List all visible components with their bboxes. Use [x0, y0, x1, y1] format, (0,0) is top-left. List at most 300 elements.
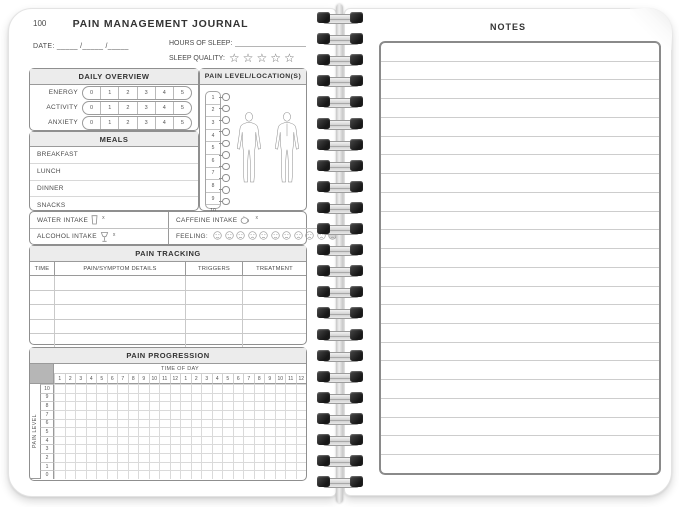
progression-cell[interactable] — [180, 401, 191, 410]
rating-scale-cell[interactable]: 5 — [173, 102, 191, 114]
progression-cell[interactable] — [233, 401, 244, 410]
progression-cell[interactable] — [117, 470, 128, 479]
progression-cell[interactable] — [285, 453, 296, 462]
progression-cell[interactable] — [285, 384, 296, 393]
progression-cell[interactable] — [75, 393, 86, 402]
feeling-face-icon[interactable] — [213, 231, 222, 242]
rating-scale-cell[interactable]: 1 — [100, 102, 118, 114]
progression-cell[interactable] — [159, 427, 170, 436]
progression-cell[interactable] — [201, 427, 212, 436]
tracking-cell[interactable] — [30, 334, 54, 348]
hours-of-sleep-field[interactable] — [169, 38, 306, 47]
pain-level-mark[interactable] — [219, 140, 231, 146]
progression-cell[interactable] — [180, 453, 191, 462]
alcohol-intake-field[interactable] — [30, 228, 168, 244]
sleep-quality-star-icon[interactable]: ☆ — [228, 51, 243, 65]
tracking-cell[interactable] — [185, 334, 242, 348]
tracking-cell[interactable] — [54, 291, 185, 305]
progression-cell[interactable] — [275, 384, 286, 393]
tracking-cell[interactable] — [185, 276, 242, 290]
progression-cell[interactable] — [86, 444, 97, 453]
progression-cell[interactable] — [96, 427, 107, 436]
progression-cell[interactable] — [212, 419, 223, 428]
progression-cell[interactable] — [128, 410, 139, 419]
progression-cell[interactable] — [96, 410, 107, 419]
rating-scale-cell[interactable]: 4 — [155, 87, 173, 99]
progression-cell[interactable] — [170, 384, 181, 393]
progression-cell[interactable] — [296, 436, 307, 445]
progression-cell[interactable] — [243, 436, 254, 445]
feeling-face-icon[interactable] — [282, 231, 291, 242]
tracking-empty-row[interactable] — [30, 320, 306, 335]
feeling-face-icon[interactable] — [225, 231, 234, 242]
feeling-face-icon[interactable] — [305, 231, 314, 242]
progression-cell[interactable] — [296, 462, 307, 471]
progression-cell[interactable] — [96, 436, 107, 445]
tracking-cell[interactable] — [185, 291, 242, 305]
progression-cell[interactable] — [138, 419, 149, 428]
progression-cell[interactable] — [233, 427, 244, 436]
progression-cell[interactable] — [128, 470, 139, 479]
progression-cell[interactable] — [285, 419, 296, 428]
progression-cell[interactable] — [65, 462, 76, 471]
progression-cell[interactable] — [86, 436, 97, 445]
progression-cell[interactable] — [159, 470, 170, 479]
progression-cell[interactable] — [54, 444, 65, 453]
progression-cell[interactable] — [201, 384, 212, 393]
progression-cell[interactable] — [149, 436, 160, 445]
tracking-cell[interactable] — [30, 305, 54, 319]
progression-cell[interactable] — [96, 444, 107, 453]
progression-cell[interactable] — [296, 393, 307, 402]
progression-cell[interactable] — [75, 384, 86, 393]
tracking-cell[interactable] — [185, 320, 242, 334]
progression-cell[interactable] — [191, 393, 202, 402]
progression-cell[interactable] — [86, 427, 97, 436]
progression-cell[interactable] — [264, 410, 275, 419]
progression-cell[interactable] — [107, 427, 118, 436]
pain-level-mark[interactable] — [219, 175, 231, 181]
progression-cell[interactable] — [191, 453, 202, 462]
progression-cell[interactable] — [212, 393, 223, 402]
progression-cell[interactable] — [233, 462, 244, 471]
progression-cell[interactable] — [86, 453, 97, 462]
progression-cell[interactable] — [243, 419, 254, 428]
progression-cell[interactable] — [107, 384, 118, 393]
progression-cell[interactable] — [86, 462, 97, 471]
progression-cell[interactable] — [170, 410, 181, 419]
progression-cell[interactable] — [212, 410, 223, 419]
progression-cell[interactable] — [96, 470, 107, 479]
rating-scale-cell[interactable]: 3 — [137, 117, 155, 129]
tracking-empty-row[interactable] — [30, 276, 306, 291]
progression-cell[interactable] — [128, 436, 139, 445]
progression-cell[interactable] — [212, 470, 223, 479]
pain-level-circle[interactable] — [222, 128, 230, 136]
progression-cell[interactable] — [149, 419, 160, 428]
progression-cell[interactable] — [107, 393, 118, 402]
progression-cell[interactable] — [191, 427, 202, 436]
progression-cell[interactable] — [180, 462, 191, 471]
pain-level-mark[interactable] — [219, 117, 231, 123]
progression-cell[interactable] — [222, 384, 233, 393]
progression-cell[interactable] — [128, 444, 139, 453]
progression-cell[interactable] — [65, 453, 76, 462]
progression-cell[interactable] — [243, 401, 254, 410]
progression-cell[interactable] — [54, 453, 65, 462]
progression-cell[interactable] — [264, 427, 275, 436]
progression-cell[interactable] — [65, 444, 76, 453]
progression-cell[interactable] — [138, 470, 149, 479]
progression-cell[interactable] — [65, 436, 76, 445]
progression-cell[interactable] — [264, 462, 275, 471]
feeling-face-icon[interactable] — [259, 231, 268, 242]
progression-cell[interactable] — [201, 393, 212, 402]
progression-cell[interactable] — [180, 436, 191, 445]
progression-cell[interactable] — [285, 444, 296, 453]
progression-cell[interactable] — [264, 470, 275, 479]
progression-cell[interactable] — [201, 453, 212, 462]
progression-cell[interactable] — [233, 453, 244, 462]
progression-cell[interactable] — [264, 444, 275, 453]
progression-cell[interactable] — [233, 436, 244, 445]
progression-cell[interactable] — [191, 436, 202, 445]
rating-scale-cell[interactable]: 1 — [100, 87, 118, 99]
rating-scale-cell[interactable]: 0 — [90, 104, 94, 111]
progression-cell[interactable] — [107, 453, 118, 462]
progression-cell[interactable] — [117, 401, 128, 410]
progression-cell[interactable] — [86, 410, 97, 419]
progression-cell[interactable] — [54, 401, 65, 410]
rating-scale-cell[interactable]: 2 — [118, 102, 136, 114]
tracking-cell[interactable] — [30, 276, 54, 290]
sleep-quality-stars[interactable] — [229, 53, 298, 63]
rating-scale-cell[interactable]: 5 — [173, 117, 191, 129]
progression-cell[interactable] — [222, 410, 233, 419]
progression-cell[interactable] — [159, 444, 170, 453]
progression-cell[interactable] — [117, 384, 128, 393]
progression-cell[interactable] — [254, 410, 265, 419]
progression-cell[interactable] — [159, 453, 170, 462]
progression-cell[interactable] — [222, 453, 233, 462]
progression-cell[interactable] — [128, 393, 139, 402]
progression-cell[interactable] — [149, 453, 160, 462]
progression-cell[interactable] — [233, 410, 244, 419]
progression-cell[interactable] — [222, 436, 233, 445]
progression-cell[interactable] — [180, 427, 191, 436]
progression-cell[interactable] — [264, 419, 275, 428]
progression-cell[interactable] — [222, 427, 233, 436]
progression-cell[interactable] — [243, 462, 254, 471]
progression-cell[interactable] — [296, 384, 307, 393]
progression-cell[interactable] — [180, 410, 191, 419]
progression-cell[interactable] — [212, 453, 223, 462]
progression-cell[interactable] — [254, 384, 265, 393]
progression-cell[interactable] — [233, 444, 244, 453]
progression-cell[interactable] — [159, 436, 170, 445]
progression-cell[interactable] — [264, 436, 275, 445]
tracking-cell[interactable] — [54, 276, 185, 290]
progression-cell[interactable] — [75, 401, 86, 410]
progression-cell[interactable] — [254, 453, 265, 462]
progression-cell[interactable] — [138, 444, 149, 453]
progression-cell[interactable] — [254, 462, 265, 471]
progression-cell[interactable] — [138, 384, 149, 393]
progression-cell[interactable] — [138, 436, 149, 445]
progression-cell[interactable] — [75, 436, 86, 445]
progression-cell[interactable] — [180, 384, 191, 393]
progression-cell[interactable] — [296, 470, 307, 479]
progression-cell[interactable] — [243, 410, 254, 419]
meal-row[interactable] — [30, 147, 198, 164]
progression-cell[interactable] — [275, 419, 286, 428]
progression-cell[interactable] — [107, 419, 118, 428]
progression-cell[interactable] — [54, 462, 65, 471]
rating-scale-cell[interactable]: 0 — [90, 89, 94, 96]
progression-cell[interactable] — [170, 393, 181, 402]
progression-cell[interactable] — [65, 384, 76, 393]
progression-cell[interactable] — [191, 384, 202, 393]
progression-cell[interactable] — [170, 419, 181, 428]
progression-cell[interactable] — [285, 410, 296, 419]
progression-cell[interactable] — [128, 401, 139, 410]
progression-cell[interactable] — [107, 436, 118, 445]
tracking-empty-row[interactable] — [30, 291, 306, 306]
progression-cell[interactable] — [96, 401, 107, 410]
tracking-cell[interactable] — [30, 291, 54, 305]
progression-cell[interactable] — [170, 470, 181, 479]
progression-cell[interactable] — [54, 410, 65, 419]
progression-cell[interactable] — [128, 419, 139, 428]
rating-scale-cell[interactable]: 4 — [155, 117, 173, 129]
pain-level-mark[interactable] — [219, 198, 231, 204]
progression-cell[interactable] — [180, 444, 191, 453]
progression-cell[interactable] — [149, 393, 160, 402]
progression-cell[interactable] — [65, 410, 76, 419]
progression-cell[interactable] — [107, 470, 118, 479]
progression-cell[interactable] — [86, 470, 97, 479]
progression-cell[interactable] — [254, 436, 265, 445]
progression-cell[interactable] — [149, 427, 160, 436]
rating-scale-cell[interactable]: 2 — [118, 87, 136, 99]
progression-cell[interactable] — [264, 401, 275, 410]
progression-cell[interactable] — [264, 384, 275, 393]
progression-cell[interactable] — [212, 436, 223, 445]
tracking-cell[interactable] — [30, 320, 54, 334]
progression-cell[interactable] — [149, 444, 160, 453]
feeling-face-icon[interactable] — [248, 231, 257, 242]
pain-level-circle[interactable] — [222, 163, 230, 171]
progression-cell[interactable] — [285, 470, 296, 479]
progression-cell[interactable] — [180, 470, 191, 479]
progression-cell[interactable] — [285, 393, 296, 402]
progression-cell[interactable] — [86, 401, 97, 410]
progression-cell[interactable] — [107, 410, 118, 419]
progression-cell[interactable] — [149, 401, 160, 410]
tracking-cell[interactable] — [54, 320, 185, 334]
progression-cell[interactable] — [159, 393, 170, 402]
progression-cell[interactable] — [275, 444, 286, 453]
progression-cell[interactable] — [243, 444, 254, 453]
progression-cell[interactable] — [149, 462, 160, 471]
progression-cell[interactable] — [170, 444, 181, 453]
progression-cell[interactable] — [117, 410, 128, 419]
sleep-quality-star-icon[interactable]: ☆ — [283, 51, 298, 65]
progression-cell[interactable] — [275, 393, 286, 402]
progression-cell[interactable] — [138, 410, 149, 419]
progression-cell[interactable] — [170, 453, 181, 462]
progression-cell[interactable] — [285, 462, 296, 471]
progression-cell[interactable] — [191, 410, 202, 419]
progression-cell[interactable] — [138, 401, 149, 410]
feeling-face-icon[interactable] — [294, 231, 303, 242]
progression-cell[interactable] — [96, 384, 107, 393]
progression-cell[interactable] — [170, 401, 181, 410]
progression-cell[interactable] — [254, 427, 265, 436]
progression-cell[interactable] — [275, 462, 286, 471]
progression-cell[interactable] — [233, 393, 244, 402]
progression-cell[interactable] — [65, 470, 76, 479]
progression-cell[interactable] — [117, 453, 128, 462]
progression-cell[interactable] — [159, 419, 170, 428]
progression-cell[interactable] — [222, 401, 233, 410]
pain-level-circle[interactable] — [222, 198, 230, 206]
progression-cell[interactable] — [233, 384, 244, 393]
progression-cell[interactable] — [212, 444, 223, 453]
progression-cell[interactable] — [180, 419, 191, 428]
progression-cell[interactable] — [107, 444, 118, 453]
progression-cell[interactable] — [275, 427, 286, 436]
progression-cell[interactable] — [296, 410, 307, 419]
progression-cell[interactable] — [117, 462, 128, 471]
tracking-cell[interactable] — [242, 291, 306, 305]
progression-cell[interactable] — [86, 393, 97, 402]
progression-cell[interactable] — [75, 427, 86, 436]
progression-cell[interactable] — [212, 462, 223, 471]
progression-cell[interactable] — [54, 427, 65, 436]
progression-cell[interactable] — [180, 393, 191, 402]
progression-cell[interactable] — [222, 462, 233, 471]
progression-cell[interactable] — [296, 453, 307, 462]
tracking-empty-row[interactable] — [30, 305, 306, 320]
progression-cell[interactable] — [191, 470, 202, 479]
progression-cell[interactable] — [128, 384, 139, 393]
progression-cell[interactable] — [54, 436, 65, 445]
tracking-empty-row[interactable] — [30, 334, 306, 348]
progression-cell[interactable] — [138, 462, 149, 471]
progression-cell[interactable] — [159, 410, 170, 419]
progression-cell[interactable] — [159, 462, 170, 471]
progression-cell[interactable] — [254, 444, 265, 453]
progression-cell[interactable] — [264, 453, 275, 462]
progression-cell[interactable] — [222, 419, 233, 428]
progression-cell[interactable] — [117, 444, 128, 453]
feeling-face-icon[interactable] — [236, 231, 245, 242]
rating-scale-cell[interactable]: 0 — [90, 119, 94, 126]
progression-cell[interactable] — [222, 470, 233, 479]
progression-cell[interactable] — [243, 384, 254, 393]
progression-cell[interactable] — [212, 427, 223, 436]
sleep-quality-star-icon[interactable]: ☆ — [256, 51, 271, 65]
progression-cell[interactable] — [96, 393, 107, 402]
pain-level-mark[interactable] — [219, 187, 231, 193]
pain-progression-grid[interactable] — [30, 364, 306, 479]
progression-cell[interactable] — [296, 419, 307, 428]
progression-cell[interactable] — [275, 470, 286, 479]
progression-cell[interactable] — [65, 419, 76, 428]
progression-cell[interactable] — [212, 384, 223, 393]
pain-level-circle[interactable] — [222, 116, 230, 124]
progression-cell[interactable] — [75, 410, 86, 419]
progression-cell[interactable] — [86, 419, 97, 428]
progression-cell[interactable] — [243, 470, 254, 479]
sleep-quality-star-icon[interactable]: ☆ — [270, 51, 284, 65]
progression-cell[interactable] — [201, 444, 212, 453]
rating-scale-cell[interactable]: 2 — [118, 117, 136, 129]
progression-cell[interactable] — [275, 453, 286, 462]
progression-cell[interactable] — [191, 444, 202, 453]
progression-cell[interactable] — [275, 401, 286, 410]
progression-cell[interactable] — [254, 470, 265, 479]
progression-cell[interactable] — [149, 410, 160, 419]
progression-cell[interactable] — [75, 462, 86, 471]
progression-cell[interactable] — [212, 401, 223, 410]
tracking-cell[interactable] — [242, 320, 306, 334]
meal-row[interactable] — [30, 181, 198, 198]
progression-cell[interactable] — [285, 401, 296, 410]
progression-cell[interactable] — [296, 444, 307, 453]
progression-cell[interactable] — [254, 401, 265, 410]
progression-cell[interactable] — [117, 436, 128, 445]
pain-level-circle[interactable] — [222, 105, 230, 113]
progression-cell[interactable] — [138, 393, 149, 402]
pain-level-circle[interactable] — [222, 151, 230, 159]
rating-scale-cell[interactable]: 3 — [137, 87, 155, 99]
progression-cell[interactable] — [243, 393, 254, 402]
pain-level-mark[interactable] — [219, 106, 231, 112]
progression-cell[interactable] — [285, 427, 296, 436]
progression-cell[interactable] — [75, 444, 86, 453]
rating-scale-cell[interactable]: 3 — [137, 102, 155, 114]
progression-cell[interactable] — [222, 393, 233, 402]
progression-cell[interactable] — [296, 401, 307, 410]
progression-cell[interactable] — [170, 427, 181, 436]
progression-cell[interactable] — [233, 470, 244, 479]
progression-cell[interactable] — [285, 436, 296, 445]
progression-cell[interactable] — [201, 462, 212, 471]
progression-cell[interactable] — [54, 419, 65, 428]
pain-level-mark[interactable] — [219, 129, 231, 135]
progression-cell[interactable] — [75, 453, 86, 462]
progression-cell[interactable] — [96, 462, 107, 471]
progression-cell[interactable] — [54, 384, 65, 393]
progression-cell[interactable] — [75, 470, 86, 479]
progression-cell[interactable] — [54, 393, 65, 402]
progression-cell[interactable] — [170, 462, 181, 471]
tracking-cell[interactable] — [185, 305, 242, 319]
tracking-cell[interactable] — [242, 305, 306, 319]
progression-cell[interactable] — [201, 410, 212, 419]
progression-cell[interactable] — [117, 427, 128, 436]
progression-cell[interactable] — [201, 436, 212, 445]
progression-cell[interactable] — [170, 436, 181, 445]
tracking-cell[interactable] — [54, 334, 185, 348]
progression-cell[interactable] — [191, 419, 202, 428]
progression-cell[interactable] — [159, 384, 170, 393]
tracking-cell[interactable] — [242, 276, 306, 290]
sleep-quality-star-icon[interactable]: ☆ — [242, 51, 257, 65]
progression-cell[interactable] — [191, 462, 202, 471]
